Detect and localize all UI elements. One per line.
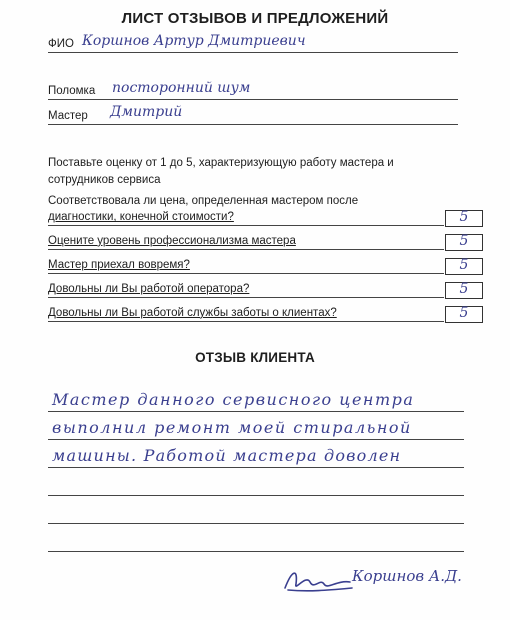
review-title: ОТЗЫВ КЛИЕНТА [195,350,315,365]
score-value: 5 [459,233,469,249]
review-rule [48,467,464,468]
review-line-2: выполнил ремонт моей стиральной [52,418,412,437]
fio-value: Коршнов Артур Дмитриевич [82,33,306,49]
sheet-title: ЛИСТ ОТЗЫВОВ И ПРЕДЛОЖЕНИЙ [121,10,389,27]
question-operator-underline [48,297,444,298]
score-box [445,210,483,227]
breakdown-label: Поломка [48,85,96,97]
breakdown-underline [48,99,458,100]
rating-intro-line1: Поставьте оценку от 1 до 5, характеризующую работу мастера и [48,157,394,169]
master-underline [48,124,458,125]
review-rule [48,551,464,552]
signature-scribble [280,560,360,600]
review-rule [48,523,464,524]
fio-label: ФИО [48,38,74,50]
question-professionalism-underline [48,249,444,250]
score-value: 5 [459,305,469,321]
question-professionalism: Оцените уровень профессионализма мастера [48,235,296,247]
review-line-1: Мастер данного сервисного центра [52,390,415,409]
score-value: 5 [459,209,469,225]
question-price-line2: диагностики, конечной стоимости? [48,211,234,223]
question-price-underline [48,225,444,226]
review-rule [48,439,464,440]
score-box [445,306,483,323]
question-customer-care-underline [48,321,444,322]
fio-underline [48,52,458,53]
question-customer-care: Довольны ли Вы работой службы заботы о клиентах? [48,307,337,319]
score-value: 5 [459,257,469,273]
master-label: Мастер [48,110,88,122]
master-value: Дмитрий [110,104,183,120]
score-box [445,258,483,275]
review-rule [48,495,464,496]
review-line-3: машины. Работой мастера доволен [52,446,402,465]
rating-intro-line2: сотрудников сервиса [48,174,161,186]
question-on-time-underline [48,273,444,274]
review-rule [48,411,464,412]
score-box [445,282,483,299]
question-price-line1: Соответствовала ли цена, определенная мастером после [48,195,359,207]
score-box [445,234,483,251]
question-operator: Довольны ли Вы работой оператора? [48,283,250,295]
question-on-time: Мастер приехал вовремя? [48,259,190,271]
breakdown-value: посторонний шум [112,80,251,96]
signature-name: Коршнов А.Д. [352,567,462,585]
score-value: 5 [459,281,469,297]
